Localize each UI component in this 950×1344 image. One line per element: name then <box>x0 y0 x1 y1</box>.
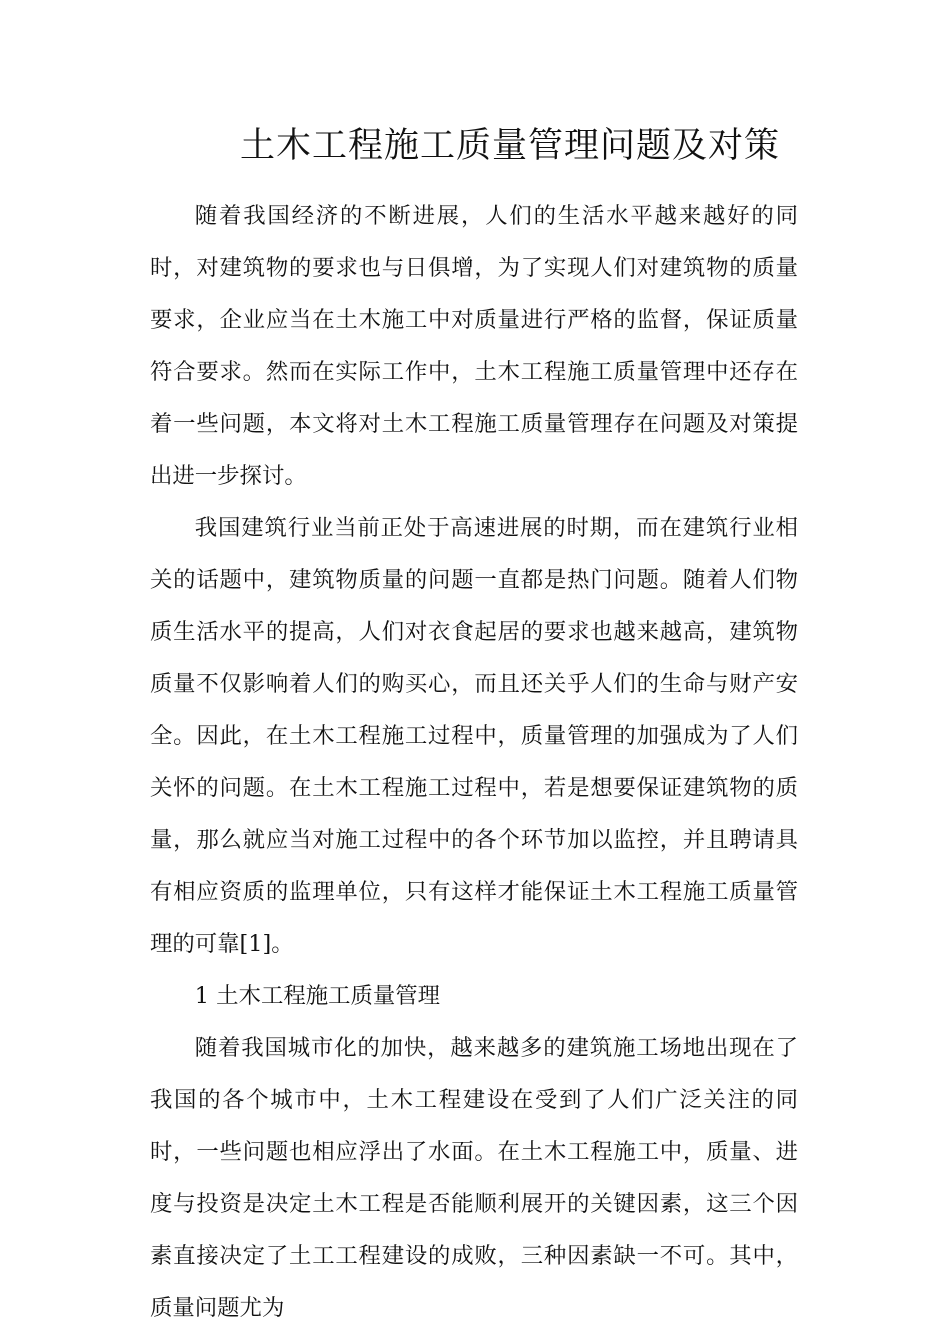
intro-paragraph: 随着我国经济的不断进展，人们的生活水平越来越好的同时，对建筑物的要求也与日俱增，为了实现人们对建筑物的质量要求，企业应当在土木施工中对质量进行严格的监督，保证质量符合要求。然而在实际工作中，土木工程施工质量管理中还存在着一些问题，本文将对土木工程施工质量管理存在问题及对策提出进一步探讨。 <box>150 203 798 489</box>
background-paragraph: 我国建筑行业当前正处于高速进展的时期，而在建筑行业相关的话题中，建筑物质量的问题一直都是热门问题。随着人们物质生活水平的提高，人们对衣食起居的要求也越来越高，建筑物质量不仅影响着人们的购买心，而且还关乎人们的生命与财产安全。因此，在土木工程施工过程中，质量管理的加强成为了人们关怀的问题。在土木工程施工过程中，若是想要保证建筑物的质量，那么就应当对施工过程中的各个环节加以监控，并且聘请具有相应资质的监理单位，只有这样才能保证土木工程施工质量管理的可靠[1]。 <box>150 515 798 957</box>
document-title: 土木工程施工质量管理问题及对策 <box>239 126 780 166</box>
document-body <box>150 190 798 1334</box>
section-heading: 1 土木工程施工质量管理 <box>194 983 441 1009</box>
section-paragraph: 随着我国城市化的加快，越来越多的建筑施工场地出现在了我国的各个城市中，土木工程建设在受到了人们广泛关注的同时，一些问题也相应浮出了水面。在土木工程施工中，质量、进度与投资是决定土木工程是否能顺利展开的关键因素，这三个因素直接决定了土工工程建设的成败，三种因素缺一不可。其中，质量问题尤为 <box>150 1035 798 1321</box>
